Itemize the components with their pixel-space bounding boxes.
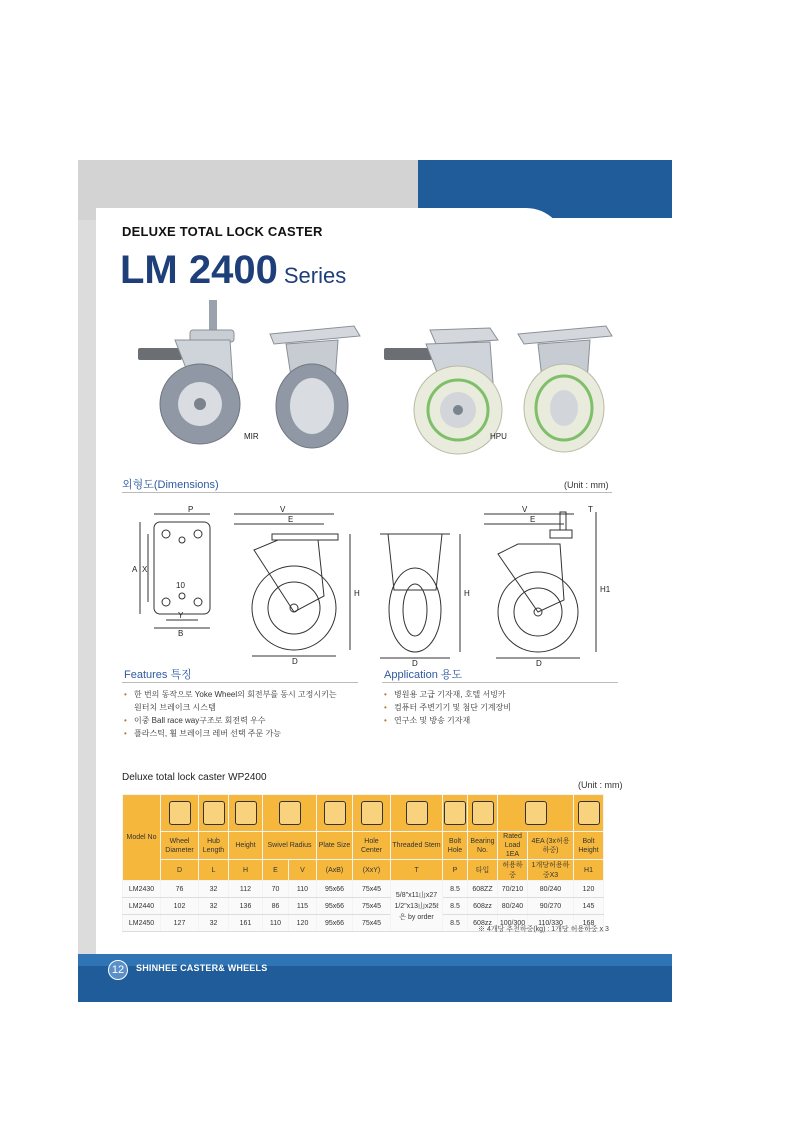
application-item: • 연구소 및 방송 기자재 (384, 714, 624, 727)
col-hub-length: Hub Length (199, 832, 229, 860)
cell: 75x45 (353, 898, 391, 915)
dimension-drawings (118, 500, 618, 668)
left-gray-strip (78, 160, 96, 960)
cell: 136 (229, 898, 263, 915)
series-title (120, 248, 346, 293)
feature-item: 원터치 브레이크 시스템 (134, 703, 216, 712)
dimensions-title: 외형도(Dimensions) (122, 479, 219, 491)
model-cell: LM2430 (123, 881, 161, 898)
caster-photo-hpu-swivel (380, 326, 504, 456)
cell: 95x66 (317, 881, 353, 898)
model-cell: LM2440 (123, 898, 161, 915)
dimensions-rule (122, 492, 612, 493)
cell: 80/240 (498, 898, 528, 915)
cell: 168 (574, 915, 604, 932)
col-threaded-stem: Threaded Stem (391, 832, 443, 860)
cell: 145 (574, 898, 604, 915)
abbr-h1: H1 (574, 860, 604, 881)
height-icon (229, 795, 263, 832)
cell: 608zz (468, 898, 498, 915)
spec-table-unit: (Unit : mm) (578, 780, 623, 790)
spec-table-title: Deluxe total lock caster WP2400 (122, 772, 267, 783)
dim-label-e: E (288, 515, 294, 524)
dim-label-d: D (292, 657, 298, 666)
dim-label-a: A (132, 565, 138, 574)
cell: 110 (263, 915, 289, 932)
features-rule (122, 682, 358, 683)
catalog-page (78, 160, 672, 1002)
dim-label-b: B (178, 629, 184, 638)
dim-label-x: X (142, 565, 148, 574)
cell: 80/240 (528, 881, 574, 898)
col-wheel-diameter: Wheel Diameter (161, 832, 199, 860)
col-bolt-height: Bolt Height (574, 832, 604, 860)
cell: 110 (289, 881, 317, 898)
abbr-p: P (443, 860, 468, 881)
caster-photo-hpu-rigid (512, 326, 612, 456)
feature-item: • 플라스틱, 휠 브레이크 레버 선택 주문 가능 (124, 727, 364, 740)
dim-label-d-rigid: D (412, 659, 418, 668)
dim-label-h: H (354, 589, 360, 598)
cell: 8.5 (443, 881, 468, 898)
dimensions-unit: (Unit : mm) (564, 480, 609, 490)
col-bolt-hole: Bolt Hole (443, 832, 468, 860)
bearing-icon (468, 795, 498, 832)
header-white-curve-right (488, 218, 672, 268)
mir-label: MIR (244, 432, 259, 441)
hub-length-icon (199, 795, 229, 832)
wheel-diameter-icon (161, 795, 199, 832)
plate-top-view (132, 505, 210, 638)
col-plate-size: Plate Size (317, 832, 353, 860)
page-number: 12 (108, 960, 128, 980)
abbr-h: H (229, 860, 263, 881)
cell: 127 (161, 915, 199, 932)
spec-icon-row (123, 795, 604, 832)
cell: 32 (199, 898, 229, 915)
bolt-hole-icon (443, 795, 468, 832)
threaded-stem-icon (391, 795, 443, 832)
cell: 112 (229, 881, 263, 898)
dim-label-h-rigid: H (464, 589, 470, 598)
dim-label-v-stem: V (522, 505, 528, 514)
cell: 120 (574, 881, 604, 898)
application-item: • 컴퓨터 주변기기 및 첨단 기계장비 (384, 701, 624, 714)
application-list (384, 688, 624, 727)
cell: 75x45 (353, 915, 391, 932)
abbr-d: D (161, 860, 199, 881)
abbr-axb: (AxB) (317, 860, 353, 881)
cell: 102 (161, 898, 199, 915)
swivel-radius-icon (263, 795, 317, 832)
abbr-allow-load: 허용하중 (498, 860, 528, 881)
series-model: LM 2400 (120, 248, 278, 292)
cell: 115 (289, 898, 317, 915)
series-subtitle: DELUXE TOTAL LOCK CASTER (122, 224, 323, 239)
col-rated-load: Rated Load 1EA (498, 832, 528, 860)
cell: 161 (229, 915, 263, 932)
cell: 608zz (468, 915, 498, 932)
cell: 32 (199, 881, 229, 898)
series-suffix: Series (283, 263, 347, 288)
features-title: Features 특징 (124, 669, 192, 681)
cell: 86 (263, 898, 289, 915)
cell: 95x66 (317, 898, 353, 915)
spec-header-row (123, 832, 604, 860)
abbr-xxy: (XxY) (353, 860, 391, 881)
abbr-t: T (391, 860, 443, 881)
dim-label-e-stem: E (530, 515, 536, 524)
abbr-v: V (289, 860, 317, 881)
col-4ea-load: 4EA (3x허용하중) (528, 832, 574, 860)
table-row (123, 881, 604, 898)
feature-item: • 이중 Ball race way구조로 회전력 우수 (124, 714, 364, 727)
features-list (124, 688, 364, 740)
cell: 76 (161, 881, 199, 898)
cell: 608ZZ (468, 881, 498, 898)
cell: 75x45 (353, 881, 391, 898)
col-swivel-radius: Swivel Radius (263, 832, 317, 860)
spec-abbr-row (123, 860, 604, 881)
cell: 8.5 (443, 898, 468, 915)
abbr-e: E (263, 860, 289, 881)
plate-size-icon (317, 795, 353, 832)
abbr-l: L (199, 860, 229, 881)
cell: 110/330 (528, 915, 574, 932)
hpu-label: HPU (490, 432, 507, 441)
cell: 120 (289, 915, 317, 932)
cell: 70/210 (498, 881, 528, 898)
dim-label-t: T (588, 505, 593, 514)
swivel-side-view (234, 505, 360, 666)
model-cell: LM2450 (123, 915, 161, 932)
caster-photo-mir-swivel (130, 300, 252, 440)
dim-label-d-stem: D (536, 659, 542, 668)
col-hole-center: Hole Center (353, 832, 391, 860)
cell: 100/300 (498, 915, 528, 932)
dim-label-v: V (280, 505, 286, 514)
table-row (123, 898, 604, 915)
footer-brand: SHINHEE CASTER& WHEELS (136, 963, 268, 973)
cell: 8.5 (443, 915, 468, 932)
caster-photo-mir-rigid (264, 326, 360, 452)
dim-label-h1: H1 (600, 585, 611, 594)
spec-table (122, 794, 604, 932)
cell: 90/270 (528, 898, 574, 915)
threaded-stem-cell: 5/8"x11山x27 1/2"x13山x25ℓ 은 by order (391, 881, 443, 932)
cell: 32 (199, 915, 229, 932)
abbr-load-x3: 1개당허용하중X3 (528, 860, 574, 881)
application-title: Application 용도 (384, 669, 463, 681)
stem-side-view (484, 505, 611, 668)
model-header: Model No (123, 795, 161, 881)
feature-item: • 한 번의 동작으로 Yoke Wheel의 회전부를 동시 고정시키는 (124, 688, 364, 701)
rated-load-icon (498, 795, 574, 832)
dim-label-p: P (188, 505, 194, 514)
cell: 95x66 (317, 915, 353, 932)
cell: 70 (263, 881, 289, 898)
bolt-height-icon (574, 795, 604, 832)
hole-center-icon (353, 795, 391, 832)
col-bearing: Bearing No. (468, 832, 498, 860)
dim-label-ten: 10 (176, 581, 185, 590)
col-height: Height (229, 832, 263, 860)
dim-label-y: Y (178, 611, 184, 620)
application-rule (382, 682, 618, 683)
load-note: ※ 4개당 추천하중(kg) : 1개당 허용하중 x 3 (478, 926, 609, 933)
abbr-type: 타입 (468, 860, 498, 881)
application-item: • 병원용 고급 기자재, 호텔 서빙카 (384, 688, 624, 701)
rigid-side-view (380, 534, 470, 668)
